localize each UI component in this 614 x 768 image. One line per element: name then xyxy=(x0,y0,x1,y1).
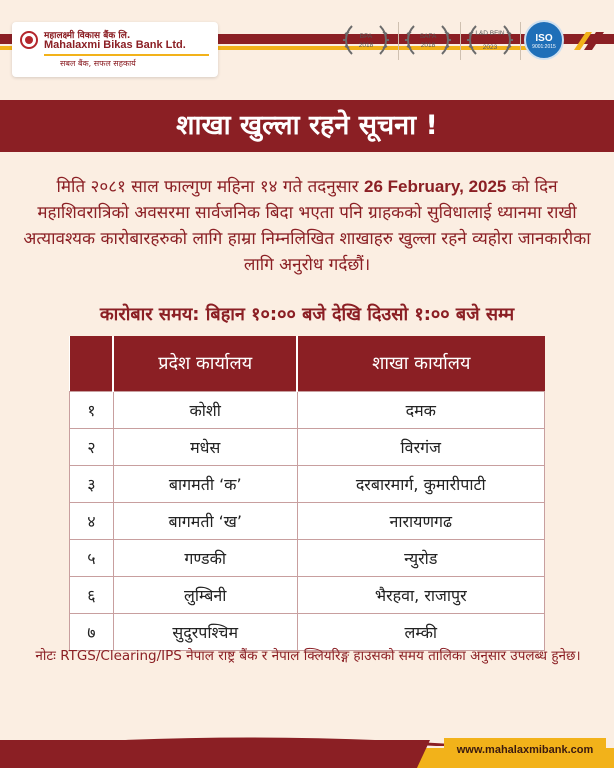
notice-title: शाखा खुल्ला रहने सूचना ! xyxy=(176,110,438,141)
row-number: ७ xyxy=(70,613,114,650)
row-province: मधेस xyxy=(113,428,297,465)
table-row xyxy=(70,391,545,428)
logo-nepali-name: महालक्ष्मी विकास बैंक लि. xyxy=(44,31,131,41)
table-row xyxy=(70,428,545,465)
notice-body-part1: मिति २०८१ साल फाल्गुण महिना १४ गते तदनुसार xyxy=(56,177,359,197)
logo-tagline: सबल बैंक, सफल सहकार्य xyxy=(60,59,136,68)
row-number: २ xyxy=(70,428,114,465)
notice-date: 26 February, 2025 xyxy=(364,177,507,196)
footer-red-band xyxy=(0,740,430,768)
bank-logo xyxy=(12,22,218,77)
row-branch: दरबारमार्ग, कुमारीपाटी xyxy=(297,465,544,502)
row-province: बागमती ‘क’ xyxy=(113,465,297,502)
award-year: 2023 xyxy=(482,44,498,51)
footnote: नोटः RTGS/Clearing/IPS नेपाल राष्ट्र बैंक र नेपाल क्लियरिङ्ग हाउसको समय तालिका अनुसार उपलब्ध हुनेछ। xyxy=(35,648,581,664)
laurel-icon xyxy=(466,20,514,62)
table-row xyxy=(70,502,545,539)
award-badge-bpa xyxy=(342,20,390,62)
row-number: १ xyxy=(70,391,114,428)
business-hours: कारोबार समय: बिहान १०:०० बजे देखि दिउसो १:०० बजे सम्म xyxy=(99,304,515,325)
branch-table xyxy=(69,336,545,651)
row-branch: भैरहवा, राजापुर xyxy=(297,576,544,613)
iso-standard: 9001:2015 xyxy=(532,44,556,50)
row-branch: नारायणगढ xyxy=(297,502,544,539)
iso-label: ISO xyxy=(535,33,553,44)
row-province: बागमती ‘ख’ xyxy=(113,502,297,539)
row-province: लुम्बिनी xyxy=(113,576,297,613)
iso-certification-badge xyxy=(524,20,564,60)
award-name: BPA xyxy=(359,33,373,40)
row-number: ४ xyxy=(70,502,114,539)
table-row xyxy=(70,465,545,502)
header-serial xyxy=(70,336,114,391)
header-province-office: प्रदेश कार्यालय xyxy=(113,336,297,391)
table-header-row xyxy=(70,336,545,391)
notice-body-part2: को दिन महाशिवरात्रिको अवसरमा सार्वजनिक बिदा भएता पनि ग्राहकको सुविधालाई ध्यानमा राखी अत्यावश्यक कारोबारहरुको लागि हाम्रा निम्नलिखित शाखाहरु खुल्ला रहने व्यहोरा जानकारीका लागि अनुरोध गर्दछौं। xyxy=(23,177,591,275)
row-number: ३ xyxy=(70,465,114,502)
table-row xyxy=(70,576,545,613)
laurel-icon xyxy=(342,20,390,62)
award-badges xyxy=(340,18,612,64)
brand-chevron-icon xyxy=(572,28,606,56)
laurel-icon xyxy=(404,20,452,62)
row-province: गण्डकी xyxy=(113,539,297,576)
notice-body xyxy=(14,174,600,278)
website-link[interactable]: www.mahalaxmibank.com xyxy=(456,744,594,756)
row-number: ५ xyxy=(70,539,114,576)
award-name: SAFA xyxy=(419,33,437,40)
row-branch: दमक xyxy=(297,391,544,428)
row-number: ६ xyxy=(70,576,114,613)
row-branch: विरगंज xyxy=(297,428,544,465)
table-row xyxy=(70,613,545,650)
row-branch: न्युरोड xyxy=(297,539,544,576)
row-province: कोशी xyxy=(113,391,297,428)
award-badge-safa xyxy=(404,20,452,62)
row-branch: लम्की xyxy=(297,613,544,650)
award-name: L&D BFIN xyxy=(475,30,505,37)
table-row xyxy=(70,539,545,576)
award-year: 2018 xyxy=(358,42,374,49)
logo-english-name: Mahalaxmi Bikas Bank Ltd. xyxy=(44,39,186,51)
row-province: सुदुरपश्चिम xyxy=(113,613,297,650)
header-branch-office: शाखा कार्यालय xyxy=(297,336,544,391)
award-badge-ld-bfin xyxy=(466,20,514,62)
award-year: 2018 xyxy=(420,42,436,49)
bank-seal-icon xyxy=(20,31,38,49)
